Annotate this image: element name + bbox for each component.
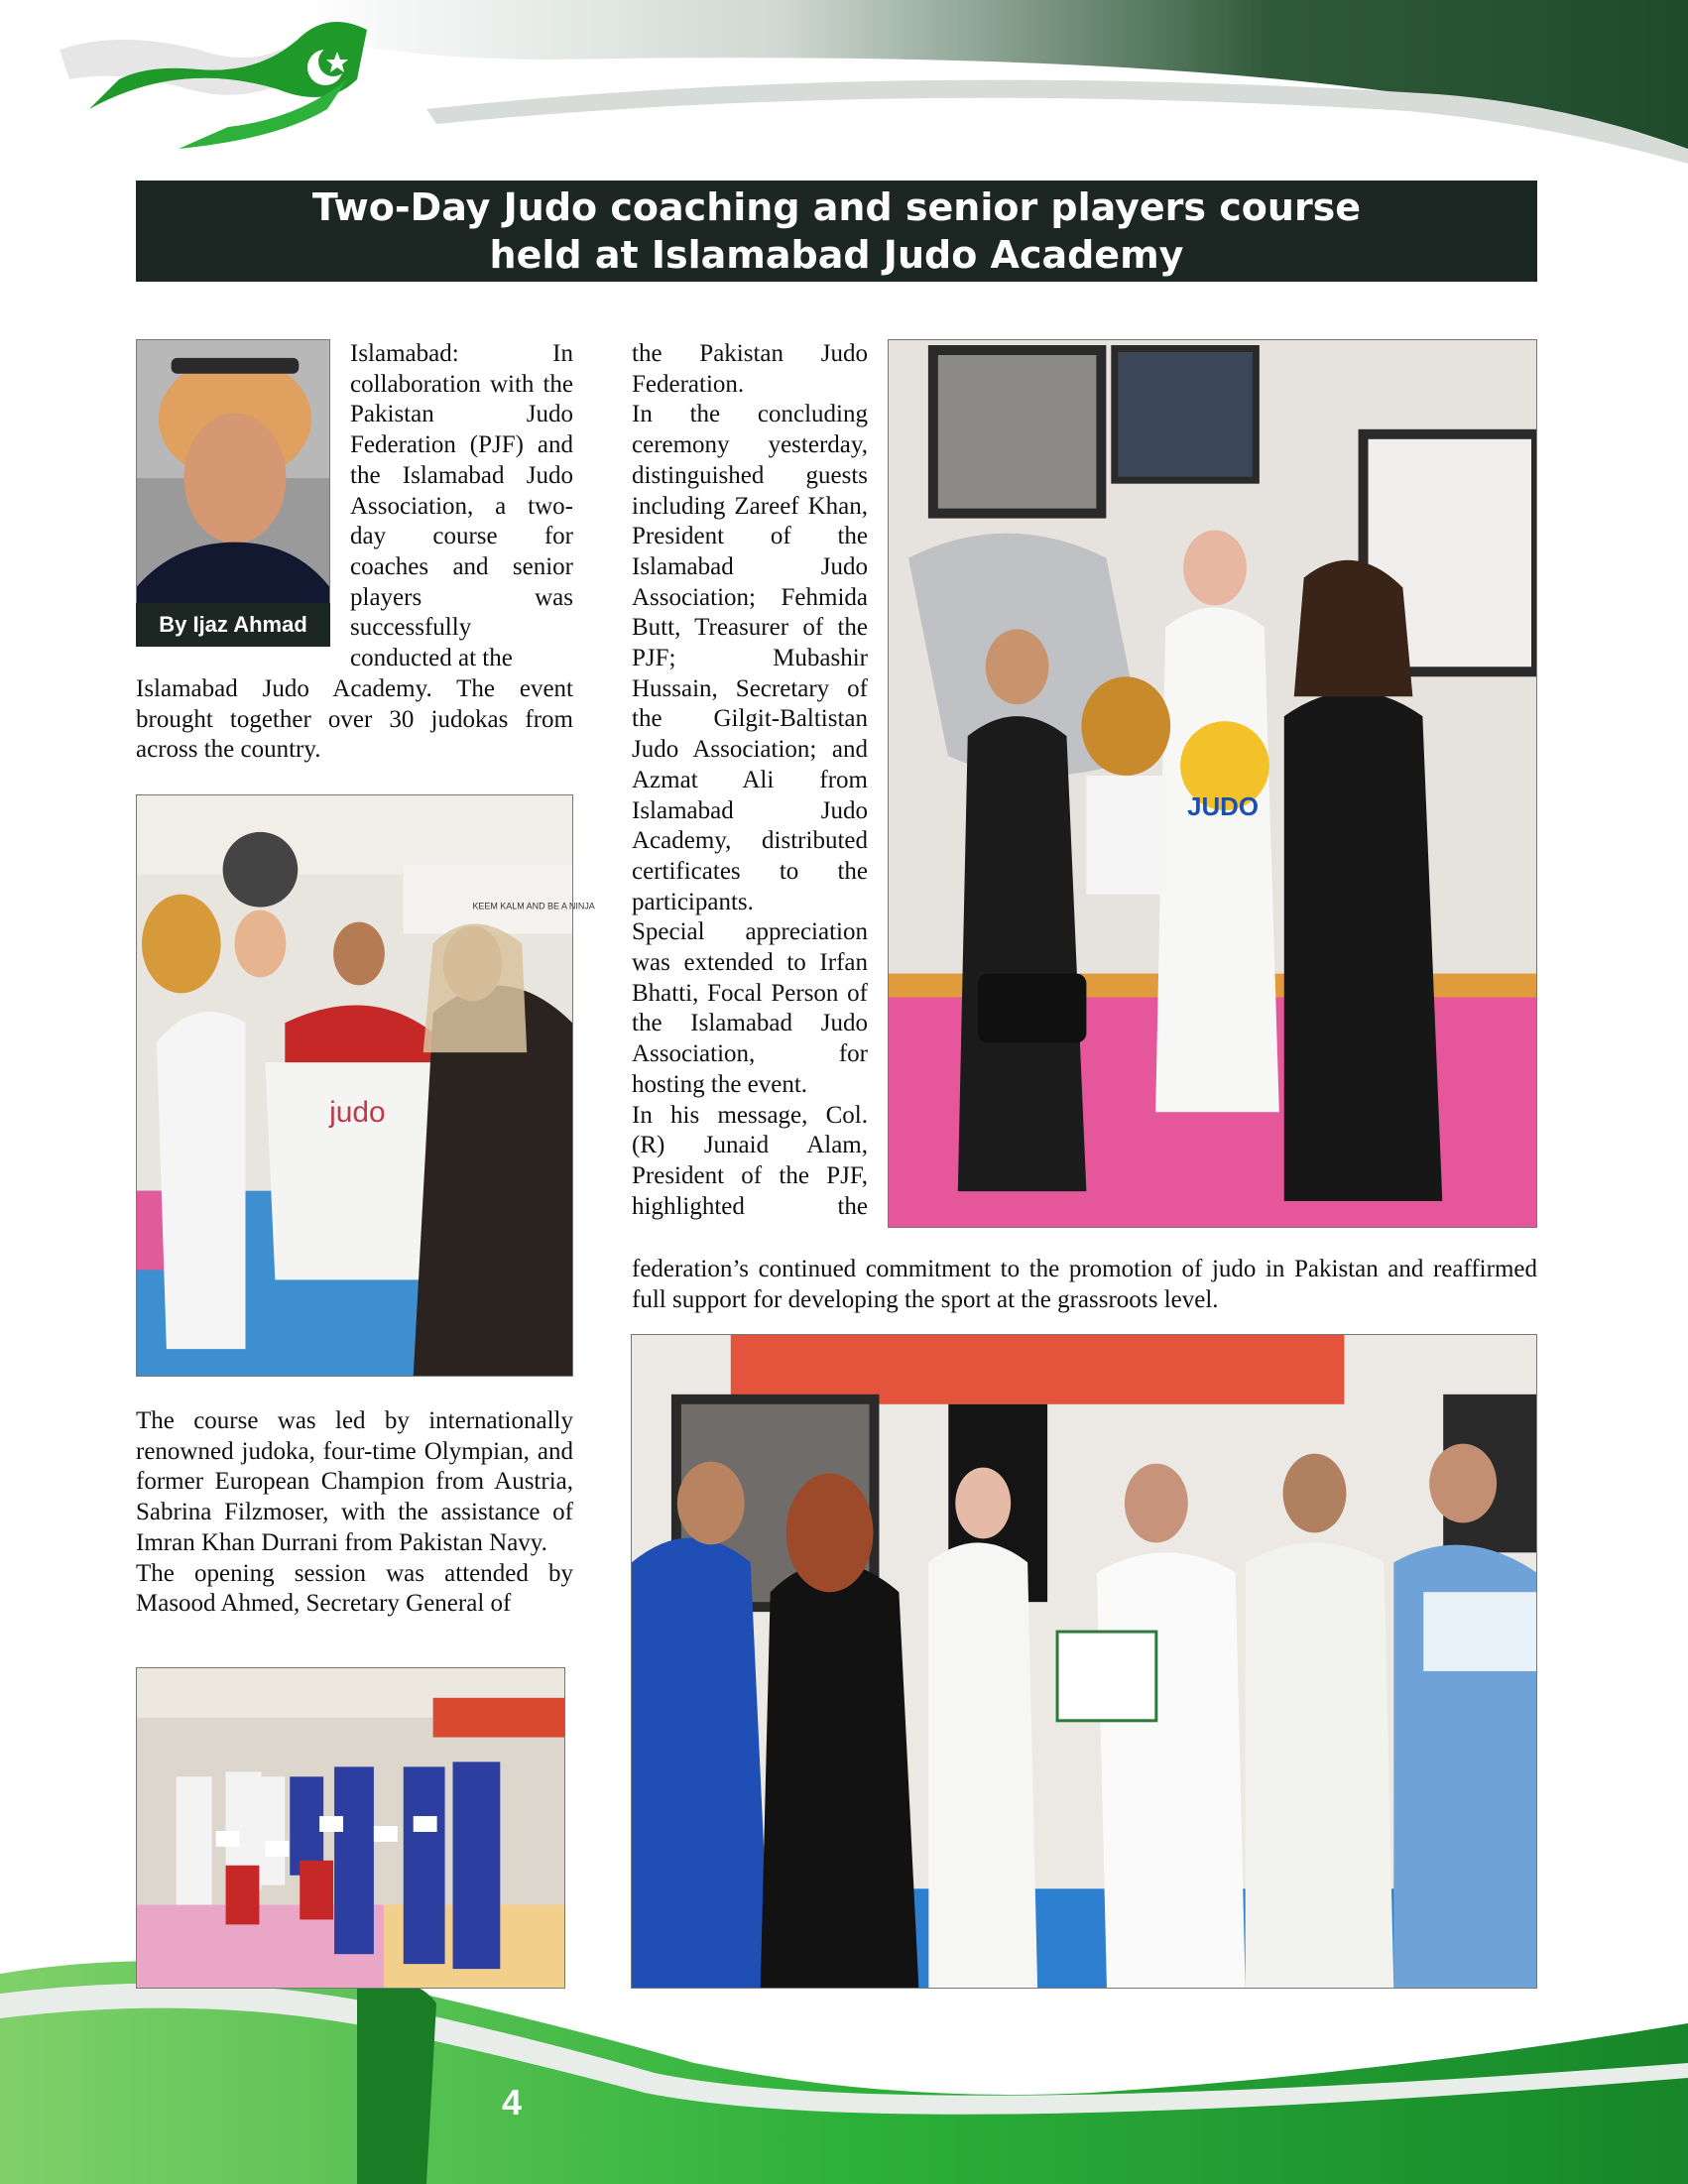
- article-ceremony: [632, 339, 868, 1222]
- photo-three-guests: [888, 339, 1537, 1228]
- article-commitment-text: federation’s continued commitment to the promotion of judo in Pakistan and reaffirmed full support for developing the sport at the grassroots level.: [632, 1256, 1537, 1313]
- photo-shirt-judo: JUDO: [1187, 792, 1260, 821]
- article-ceremony-text: In the concluding ceremony yesterday, distinguished guests including Zareef Khan, President of the Islamabad Judo Association; Fehmida Butt, Treasurer of the PJF; Mubashir Hussain, Secretary of the Gilgit-Baltistan Judo Association; and Azmat Ali from Islamabad Judo Academy, distributed certificates to the participants.: [632, 401, 868, 915]
- headline-line-1: Two-Day Judo coaching and senior players course: [311, 185, 1362, 229]
- article-intro-wrap: [350, 339, 573, 674]
- photo-shirt-presentation: [136, 794, 595, 1377]
- article-appreciation-text: Special appreciation was extended to Irfan Bhatti, Focal Person of the Islamabad Judo Association, for hosting the event.: [632, 918, 868, 1098]
- article-commitment: [632, 1255, 1537, 1315]
- byline: By Ijaz Ahmad: [136, 603, 330, 647]
- article-federation-text: the Pakistan Judo Federation.: [632, 340, 868, 398]
- article-course-lead: [136, 1406, 573, 1620]
- photo-group: [136, 1667, 565, 1989]
- photo-shirt-logo: judo: [329, 1095, 386, 1129]
- article-message-text: In his message, Col. (R) Junaid Alam, President of the PJF, highlighted the: [632, 1101, 868, 1220]
- article-intro-text: Islamabad: In collaboration with the Pakistan Judo Federation (PJF) and the Islamabad Judo Association, a two-day course for coaches and senior players was successfully conducted at the: [350, 340, 573, 672]
- article-opening-session-text: The opening session was attended by Masood Ahmed, Secretary General of: [136, 1559, 573, 1618]
- photo-wall-banner: KEEM KALM AND BE A NINJA: [472, 901, 595, 911]
- page-number: 4: [501, 2082, 523, 2123]
- headline-line-2: held at Islamabad Judo Academy: [489, 233, 1184, 277]
- article-intro-continued: [136, 674, 573, 766]
- photo-certificate-handover: [631, 1334, 1537, 1989]
- headline: [136, 181, 1537, 282]
- article-intro-continued-text: Islamabad Judo Academy. The event brought together over 30 judokas from across the country.: [136, 675, 573, 764]
- article-course-lead-text: The course was led by internationally renowned judoka, four-time Olympian, and former European Champion from Austria, Sabrina Filzmoser, with the assistance of Imran Khan Durrani from Pakistan Navy.: [136, 1407, 573, 1556]
- author-photo: [136, 339, 330, 647]
